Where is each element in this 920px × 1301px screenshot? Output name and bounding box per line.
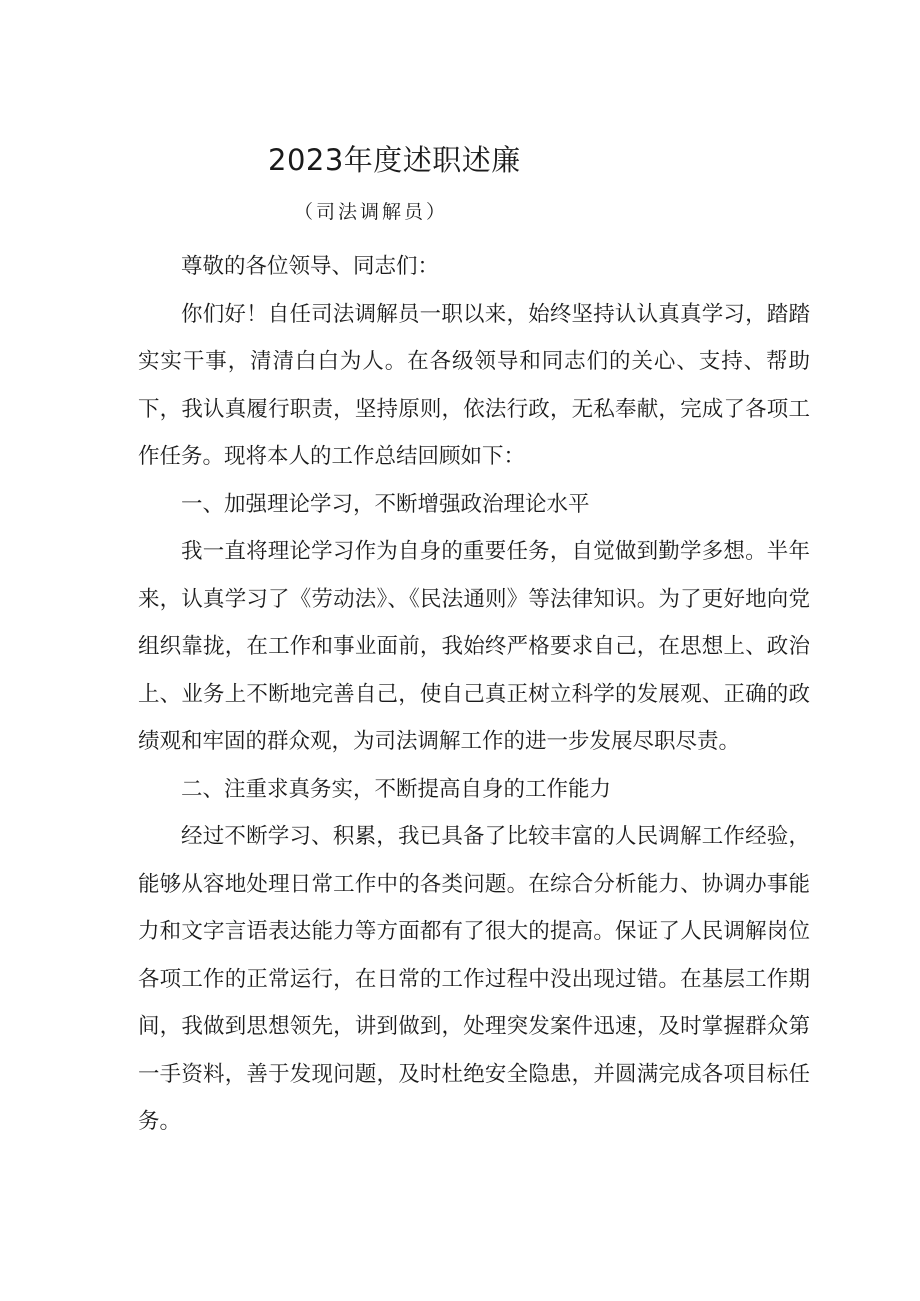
section-heading-2: 二、注重求真务实，不断提高自身的工作能力: [181, 776, 612, 802]
document-body: [138, 243, 810, 1146]
document-title: 2023年度述职述廉: [268, 143, 521, 177]
paragraph-intro: 你们好！自任司法调解员一职以来，始终坚持认认真真学习，踏踏实实干事，清清白白为人。在各级领导和同志们的关心、支持、帮助下，我认真履行职责，坚持原则，依法行政，无私奉献，完成了各项工作任务。现将本人的工作总结回顾如下：: [138, 301, 810, 469]
document-subtitle: （司法调解员）: [294, 201, 449, 223]
salutation: 尊敬的各位领导、同志们：: [181, 254, 440, 279]
section-heading-1: 一、加强理论学习，不断增强政治理论水平: [181, 491, 590, 517]
paragraph-section-1: 我一直将理论学习作为自身的重要任务，自觉做到勤学多想。半年来，认真学习了《劳动法》、《民法通则》等法律知识。为了更好地向党组织靠拢，在工作和事业面前，我始终严格要求自己，在思想上、政治上、业务上不断地完善自己，使自己真正树立科学的发展观、正确的政绩观和牢固的群众观，为司法调解工作的进一步发展尽职尽责。: [138, 539, 810, 754]
paragraph-section-2: 经过不断学习、积累，我已具备了比较丰富的人民调解工作经验，能够从容地处理日常工作中的各类问题。在综合分析能力、协调办事能力和文字言语表达能力等方面都有了很大的提高。保证了人民调解岗位各项工作的正常运行，在日常的工作过程中没出现过错。在基层工作期间，我做到思想领先，讲到做到，处理突发案件迅速，及时掌握群众第一手资料，善于发现问题，及时杜绝安全隐患，并圆满完成各项目标任务。: [138, 824, 810, 1134]
